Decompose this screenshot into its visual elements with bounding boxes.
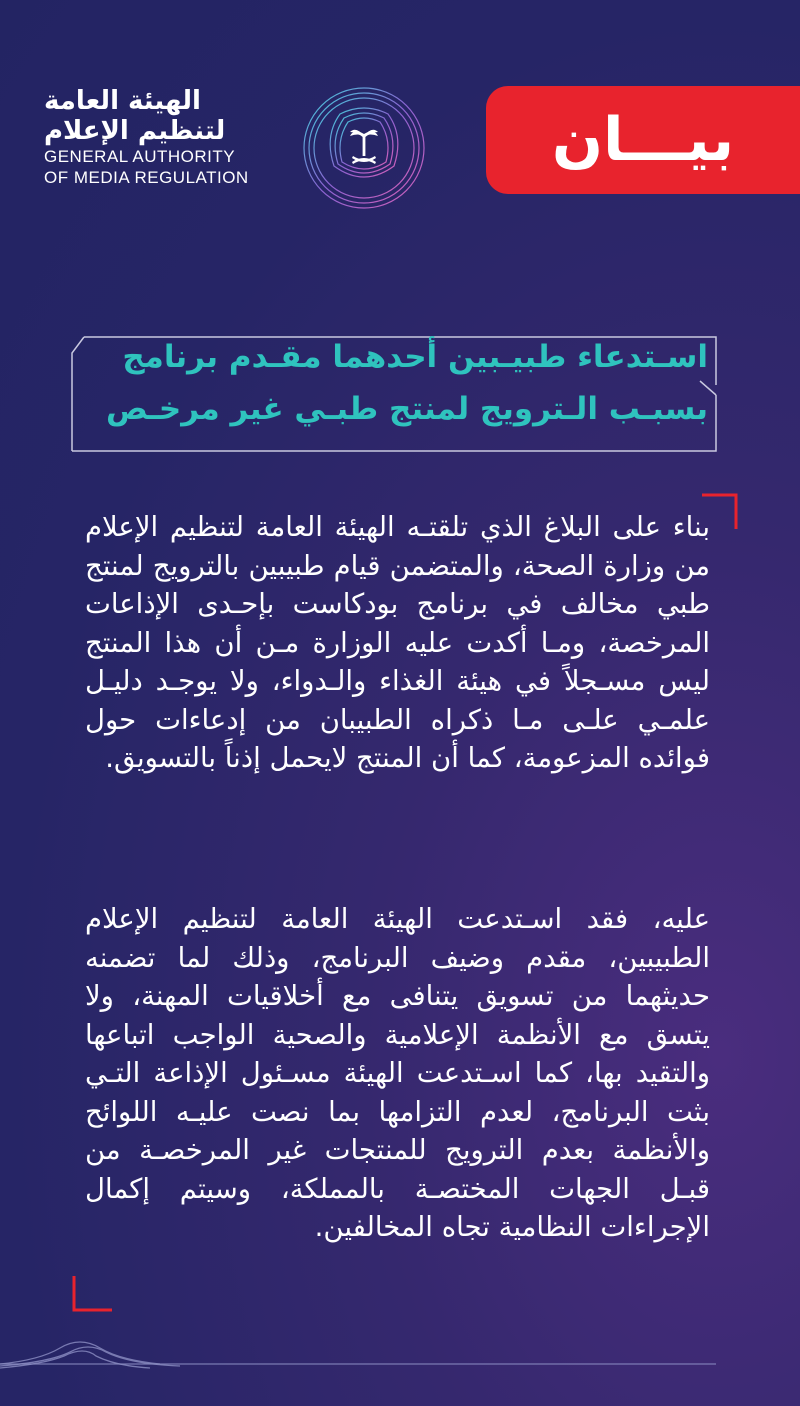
saudi-palm-swords-emblem-icon: [300, 84, 428, 212]
body-paragraph-1: بناء على البلاغ الذي تلقتـه الهيئة العامة لتنظيم الإعلام من وزارة الصحة، والمتضمن قيام طبيبين بالترويج لمنتج طبي مخالف في برنامج بودكاست بإحـدى الإذاعات المرخصة، ومـا أكدت عليه الوزارة مـن أن هذا المنتج ليس مسـجلاً في هيئة الغذاء والـدواء، ولا يوجـد دليـل علمـي علـى مـا ذكراه الطبيبان من إدعاءات حول فوائده المزعومة، كما أن المنتج لايحمل إذناً بالتسويق.: [85, 511, 710, 774]
org-name-ar-line1: الهيئة العامة: [44, 86, 201, 116]
org-name-ar-line2: لتنظيم الإعلام: [44, 116, 226, 146]
badge-label: بيـــان: [551, 105, 735, 175]
bottom-left-corner-bracket: [72, 1274, 114, 1314]
body-paragraph-2: عليه، فقد اسـتدعت الهيئة العامة لتنظيم الإعلام الطبيبين، مقدم وضيف البرنامج، وذلك لما تضمنه حديثهما من تسويق يتنافى مع أخلاقيات المهنة، ولا يتسق مع الأنظمة الإعلامية والصحية الواجب اتباعها والتقيد بها، كما اسـتدعت الهيئة مسـئول الإذاعة التـي بثت البرنامج، لعدم التزامها بما نصت عليـه اللوائح والأنظمة بعدم الترويج للمنتجات غير المرخصـة من قبـل الجهات المختصـة بالمملكة، وسيتم إكمال الإجراءات النظامية تجاه المخالفين.: [85, 903, 710, 1243]
headline-box: [70, 325, 730, 453]
org-name-en-line2: OF MEDIA REGULATION: [44, 168, 249, 187]
statement-badge: [486, 86, 800, 194]
org-name-en-line1: GENERAL AUTHORITY: [44, 147, 236, 166]
footer-wave-decoration: [0, 1330, 800, 1380]
headline-line2: بسبـب الـترويج لمنتج طبـي غير مرخـص: [106, 391, 708, 427]
headline-line1: اسـتدعاء طبيـبين أحدهما مقـدم برنامج: [122, 339, 708, 375]
org-logo-text: [44, 86, 284, 188]
